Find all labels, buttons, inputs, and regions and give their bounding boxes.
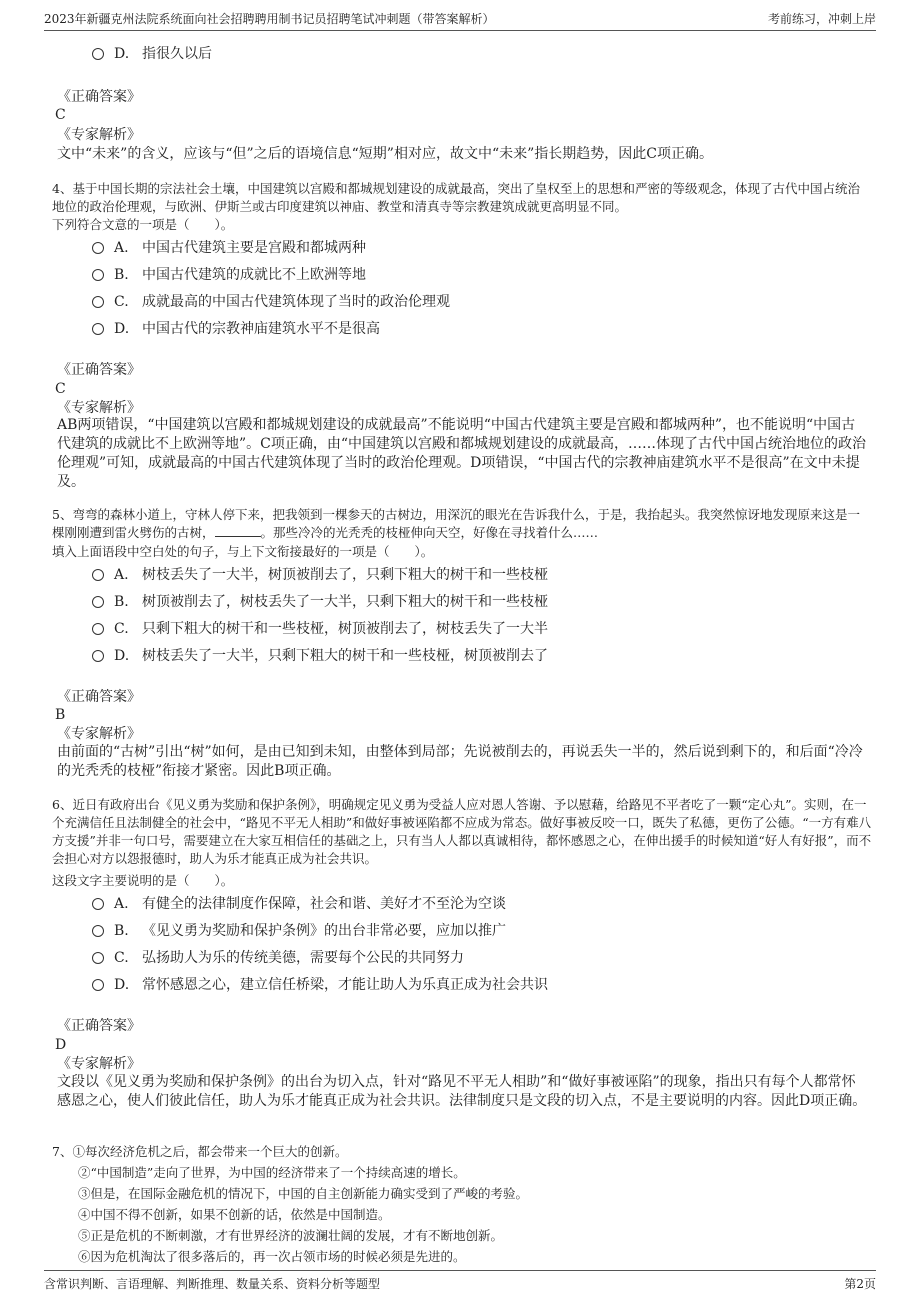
radio-icon[interactable]	[92, 323, 104, 335]
q4-option-b[interactable]: B. 中国古代建筑的成就比不上欧洲等地	[92, 265, 366, 285]
answer-label: 《正确答案》	[57, 689, 141, 705]
q6-option-b[interactable]: B. 《见义勇为奖励和保护条例》的出台非常必要，应加以推广	[92, 921, 506, 941]
q5-analysis: 由前面的“古树”引出“树”如何，是由已知到未知，由整体到局部；先说被削去的，再说丢失一半的，然后说到剩下的，和后面“冷冷的光秃秃的枝桠”衔接才紧密。因此B项正确。	[57, 744, 863, 779]
analysis-label: 《专家解析》	[57, 400, 141, 416]
radio-icon[interactable]	[92, 48, 104, 60]
q6-option-a[interactable]: A. 有健全的法律制度作保障，社会和谐、美好才不至沦为空谈	[92, 894, 506, 914]
answer-label: 《正确答案》	[57, 362, 141, 378]
radio-icon[interactable]	[92, 623, 104, 635]
q6-option-c[interactable]: C. 弘扬助人为乐的传统美德，需要每个公民的共同努力	[92, 948, 464, 968]
q4-answer: C	[55, 381, 66, 397]
q4-option-d[interactable]: D. 中国古代的宗教神庙建筑水平不是很高	[92, 319, 380, 339]
page-number: 第2页	[844, 1277, 876, 1291]
q3-answer: C	[55, 107, 66, 123]
q4-analysis: AB两项错误，“中国建筑以宫殿和都城规划建设的成就最高”不能说明“中国古代建筑主要是宫殿和都城两种”，也不能说明“中国古代建筑的成就比不上欧洲等地”。C项正确，由“中国建筑以宫殿和都城规划建设的成就最高，……体现了古代中国占统治地位的政治伦理观”可知，成就最高的中国古代建筑体现了当时的政治伦理观。D项错误，“中国古代的宗教神庙建筑水平不是很高”在文中未提及。	[57, 417, 867, 490]
q5-answer: B	[55, 707, 66, 723]
q7-item-1: 7、①每次经济危机之后，都会带来一个巨大的创新。	[52, 1144, 348, 1159]
q4-option-a[interactable]: A. 中国古代建筑主要是宫殿和都城两种	[92, 238, 366, 258]
q7-item-4: ④中国不得不创新，如果不创新的话，依然是中国制造。	[78, 1207, 391, 1222]
radio-icon[interactable]	[92, 296, 104, 308]
q7-item-3: ③但是，在国际金融危机的情况下，中国的自主创新能力确实受到了严峻的考验。	[78, 1186, 529, 1201]
page-footer	[44, 1270, 876, 1293]
q3-option-d[interactable]: D. 指很久以后	[92, 44, 212, 64]
q3-analysis: 文中“未来”的含义，应该与“但”之后的语境信息“短期”相对应，故文中“未来”指长期趋势，因此C项正确。	[57, 146, 713, 162]
q5-prompt: 填入上面语段中空白处的句子，与上下文衔接最好的一项是（ ）。	[52, 544, 434, 559]
analysis-label: 《专家解析》	[57, 726, 141, 742]
radio-icon[interactable]	[92, 979, 104, 991]
q6-prompt: 这段文字主要说明的是（ ）。	[52, 873, 234, 888]
radio-icon[interactable]	[92, 242, 104, 254]
q5-option-d[interactable]: D. 树枝丢失了一大半，只剩下粗大的树干和一些枝桠，树顶被削去了	[92, 646, 548, 666]
q4-prompt: 下列符合文意的一项是（ ）。	[52, 217, 234, 232]
answer-label: 《正确答案》	[57, 89, 141, 105]
analysis-label: 《专家解析》	[57, 1056, 141, 1072]
q5-option-a[interactable]: A. 树枝丢失了一大半，树顶被削去了，只剩下粗大的树干和一些枝桠	[92, 565, 548, 585]
radio-icon[interactable]	[92, 596, 104, 608]
radio-icon[interactable]	[92, 925, 104, 937]
header-slogan: 考前练习，冲刺上岸	[767, 12, 876, 26]
q7-item-6: ⑥因为危机淘汰了很多落后的，再一次占领市场的时候必须是先进的。	[78, 1249, 466, 1264]
radio-icon[interactable]	[92, 569, 104, 581]
answer-label: 《正确答案》	[57, 1018, 141, 1034]
footer-topics: 含常识判断、言语理解、判断推理、数量关系、资料分析等题型	[44, 1277, 381, 1291]
q4-option-c[interactable]: C. 成就最高的中国古代建筑体现了当时的政治伦理观	[92, 292, 450, 312]
q6-stem: 6、近日有政府出台《见义勇为奖励和保护条例》，明确规定见义勇为受益人应对恩人答谢、予以慰藉，给路见不平者吃了一颗“定心丸”。实则，在一个充满信任且法制健全的社会中，“路见不平无人相助”和做好事被诬陷都不应成为常态。做好事被反咬一口，既失了私德，更伤了公德。“一方有难八方支援”并非一句口号，需要建立在大家互相信任的基础之上，只有当人人都以真诚相待，都怀感恩之心，在伸出援手的时候知道“好人有好报”，而不会担心对方以怨报德时，助人为乐才能真正成为社会共识。	[52, 797, 872, 866]
fill-blank	[215, 524, 261, 537]
q5-stem: 5、弯弯的森林小道上，守林人停下来，把我领到一棵参天的古树边，用深沉的眼光在告诉我什么，于是，我抬起头。我突然惊讶地发现原来这是一棵刚刚遭到雷火劈伤的古树， 。那些冷冷的光秃秃的枝桠伸向天空，好像在寻找着什么……	[52, 507, 860, 540]
analysis-label: 《专家解析》	[57, 127, 141, 143]
q7-item-2: ②“中国制造”走向了世界，为中国的经济带来了一个持续高速的增长。	[78, 1165, 466, 1180]
radio-icon[interactable]	[92, 650, 104, 662]
q6-answer: D	[55, 1037, 67, 1053]
q6-analysis: 文段以《见义勇为奖励和保护条例》的出台为切入点，针对“路见不平无人相助”和“做好事被诬陷”的现象，指出只有每个人都常怀感恩之心，使人们彼此信任，助人为乐才能真正成为社会共识。法律制度只是文段的切入点，不是主要说明的内容。因此D项正确。	[57, 1074, 867, 1109]
radio-icon[interactable]	[92, 898, 104, 910]
radio-icon[interactable]	[92, 269, 104, 281]
q7-item-5: ⑤正是危机的不断刺激，才有世界经济的波澜壮阔的发展，才有不断地创新。	[78, 1228, 504, 1243]
page-header	[44, 8, 876, 31]
radio-icon[interactable]	[92, 952, 104, 964]
q5-option-b[interactable]: B. 树顶被削去了，树枝丢失了一大半，只剩下粗大的树干和一些枝桠	[92, 592, 548, 612]
q4-stem: 4、基于中国长期的宗法社会土壤，中国建筑以宫殿和都城规划建设的成就最高，突出了皇权至上的思想和严密的等级观念，体现了古代中国占统治地位的政治伦理观，与欧洲、伊斯兰或古印度建筑以神庙、教堂和清真寺等宗教建筑成就更高明显不同。	[52, 181, 860, 214]
q5-option-c[interactable]: C. 只剩下粗大的树干和一些枝桠，树顶被削去了，树枝丢失了一大半	[92, 619, 548, 639]
document-title: 2023年新疆克州法院系统面向社会招聘聘用制书记员招聘笔试冲刺题（带答案解析）	[44, 12, 495, 26]
q6-option-d[interactable]: D. 常怀感恩之心，建立信任桥梁，才能让助人为乐真正成为社会共识	[92, 975, 548, 995]
